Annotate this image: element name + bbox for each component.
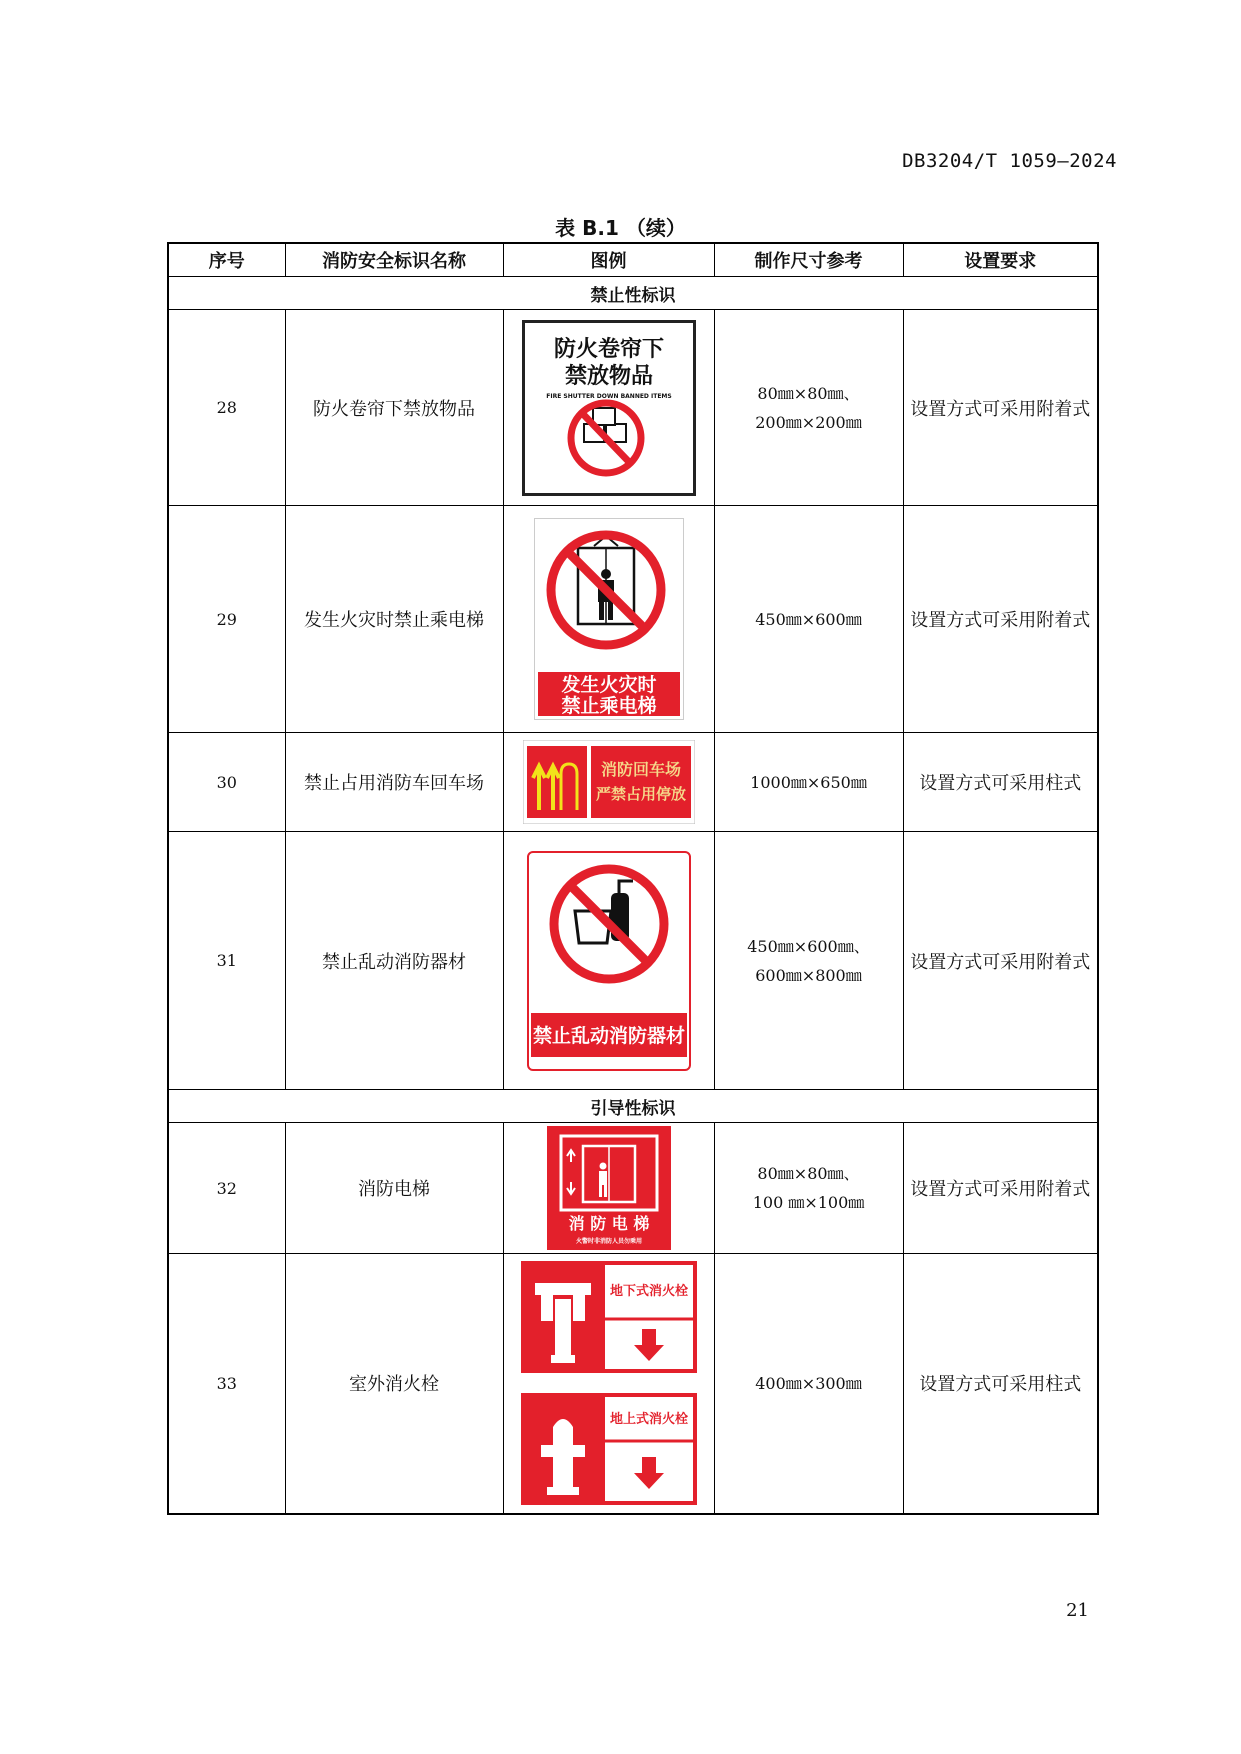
sign-name: 发生火灾时禁止乘电梯	[285, 506, 503, 733]
row-number: 33	[168, 1254, 285, 1514]
sign-name: 室外消火栓	[285, 1254, 503, 1514]
no-elevator-in-fire-sign	[534, 518, 684, 720]
sign-text-line2: 禁放物品	[564, 363, 653, 389]
col-header-legend: 图例	[503, 243, 714, 277]
sign-legend	[503, 733, 714, 832]
row-number: 29	[168, 506, 285, 733]
size-line-1: 80㎜×80㎜、	[757, 383, 860, 403]
sign-name: 禁止占用消防车回车场	[285, 733, 503, 832]
size-line-1: 80㎜×80㎜、	[757, 1164, 860, 1183]
sign-text-line2: 地上式消火栓	[609, 1412, 688, 1428]
size-line-2: 100 ㎜×100㎜	[752, 1193, 865, 1212]
outdoor-hydrant-signs	[521, 1261, 697, 1505]
table-row	[168, 1123, 1098, 1254]
sign-text-line1: 地下式消火栓	[609, 1284, 688, 1300]
setting-requirement: 设置方式可采用附着式	[903, 310, 1098, 506]
row-number: 32	[168, 1123, 285, 1254]
size-line-1: 400㎜×300㎜	[755, 1373, 862, 1393]
sign-name: 禁止乱动消防器材	[285, 832, 503, 1090]
sign-text-english: FIRE SHUTTER DOWN BANNED ITEMS	[545, 392, 672, 400]
table-row	[168, 310, 1098, 506]
table-title: 表 B.1 （续）	[555, 216, 686, 240]
sign-name: 防火卷帘下禁放物品	[285, 310, 503, 506]
sign-text-line2: 火警时非消防人员勿乘用	[575, 1238, 642, 1245]
page-number: 21	[1066, 1600, 1089, 1621]
size-line-1: 450㎜×600㎜、	[747, 936, 870, 956]
setting-requirement: 设置方式可采用附着式	[903, 506, 1098, 733]
section-label: 禁止性标识	[168, 277, 1098, 310]
section-row-prohibition	[168, 277, 1098, 310]
size-reference	[714, 1123, 903, 1254]
sign-text-line2: 禁止乘电梯	[560, 695, 657, 717]
size-reference	[714, 506, 903, 733]
table-row	[168, 733, 1098, 832]
sign-text-line2: 严禁占用停放	[595, 785, 686, 803]
size-reference	[714, 1254, 903, 1514]
sign-legend	[503, 310, 714, 506]
sign-name: 消防电梯	[285, 1123, 503, 1254]
hydrant-icon	[535, 1283, 591, 1295]
row-number: 28	[168, 310, 285, 506]
sign-legend	[503, 1254, 714, 1514]
sign-text-line1: 消 防 电 梯	[568, 1214, 649, 1233]
col-header-size: 制作尺寸参考	[714, 243, 903, 277]
size-reference	[714, 310, 903, 506]
row-number: 30	[168, 733, 285, 832]
section-label: 引导性标识	[168, 1090, 1098, 1123]
fire-elevator-sign	[547, 1126, 671, 1250]
size-reference	[714, 733, 903, 832]
fire-safety-sign-table	[167, 242, 1099, 1515]
setting-requirement: 设置方式可采用附着式	[903, 1123, 1098, 1254]
setting-requirement: 设置方式可采用柱式	[903, 733, 1098, 832]
table-row	[168, 1254, 1098, 1514]
section-row-guidance	[168, 1090, 1098, 1123]
sign-legend	[503, 1123, 714, 1254]
sign-text-line1: 防火卷帘下	[553, 336, 664, 362]
col-header-requirement: 设置要求	[903, 243, 1098, 277]
col-header-name: 消防安全标识名称	[285, 243, 503, 277]
fire-truck-turnaround-sign	[523, 740, 695, 824]
sign-text-line1: 发生火灾时	[560, 674, 657, 696]
sign-legend	[503, 832, 714, 1090]
fire-shutter-no-items-sign	[522, 320, 696, 496]
no-tampering-fire-equipment-sign	[527, 851, 691, 1071]
table-header-row	[168, 243, 1098, 277]
sign-text-line1: 消防回车场	[600, 760, 681, 779]
sign-legend	[503, 506, 714, 733]
size-line-2: 600㎜×800㎜	[755, 965, 862, 985]
size-line-2: 200㎜×200㎜	[755, 412, 862, 432]
setting-requirement: 设置方式可采用附着式	[903, 832, 1098, 1090]
col-header-number: 序号	[168, 243, 285, 277]
sign-text-line1: 禁止乱动消防器材	[532, 1024, 685, 1047]
size-line-1: 1000㎜×650㎜	[750, 772, 867, 792]
document-code: DB3204/T 1059—2024	[902, 150, 1117, 172]
table-row	[168, 832, 1098, 1090]
table-row	[168, 506, 1098, 733]
setting-requirement: 设置方式可采用柱式	[903, 1254, 1098, 1514]
size-reference	[714, 832, 903, 1090]
size-line-1: 450㎜×600㎜	[755, 609, 862, 629]
row-number: 31	[168, 832, 285, 1090]
